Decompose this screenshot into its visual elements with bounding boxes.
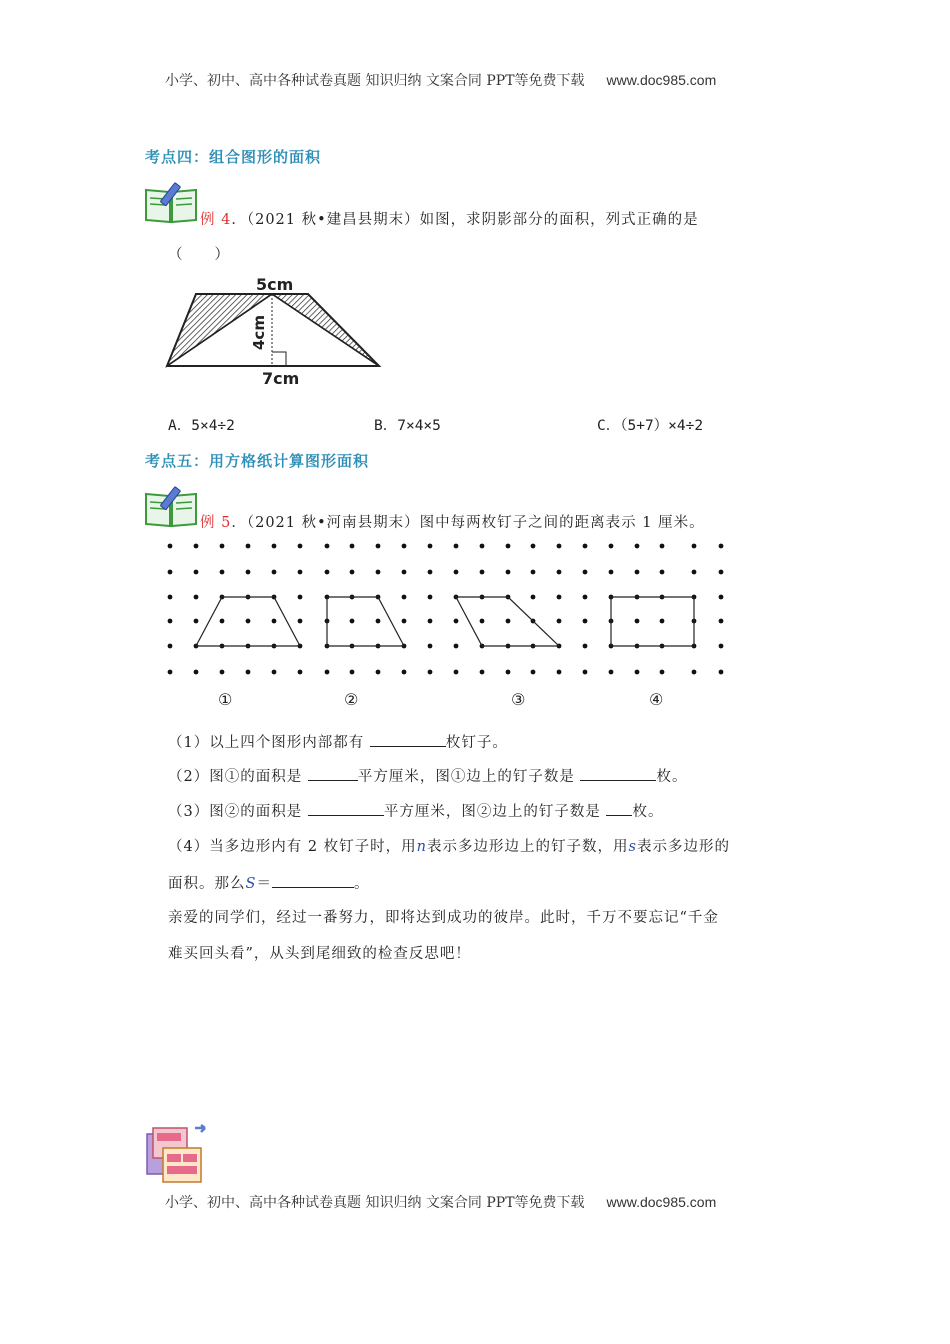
answer-blank-4[interactable] [272, 873, 354, 888]
example5-label: 例 5 [200, 515, 232, 531]
nail-dot [506, 670, 511, 675]
sub3-text-a: （3）图②的面积是 [168, 804, 303, 820]
nail-dot [557, 570, 562, 575]
nail-dot [298, 544, 303, 549]
nail-dot [194, 570, 199, 575]
nail-dot [168, 670, 173, 675]
nail-dot [692, 570, 697, 575]
variable-n: n [416, 839, 428, 855]
nail-dot [719, 544, 724, 549]
page-header [165, 70, 716, 90]
nail-dot [428, 644, 433, 649]
nail-dot [194, 670, 199, 675]
nail-dot [325, 670, 330, 675]
header-text: 小学、初中、高中各种试卷真题 知识归纳 文案合同 PPT等免费下载 [165, 73, 585, 89]
nail-board-figure [160, 535, 735, 715]
nail-dot [376, 570, 381, 575]
nail-dot [428, 670, 433, 675]
nail-dot [660, 619, 665, 624]
nail-dot [402, 670, 407, 675]
nail-dot [350, 619, 355, 624]
shape-label-1: ① [218, 690, 233, 709]
nail-dot [246, 570, 251, 575]
nail-dot [298, 570, 303, 575]
nail-dot [583, 570, 588, 575]
nail-dot [376, 544, 381, 549]
footer-text: 小学、初中、高中各种试卷真题 知识归纳 文案合同 PPT等免费下载 [165, 1195, 585, 1211]
nail-dot [272, 544, 277, 549]
nail-dot [194, 544, 199, 549]
nail-dot [220, 670, 225, 675]
section-title-4: 考点四：组合图形的面积 [145, 148, 322, 166]
nail-dot [428, 595, 433, 600]
nail-dot [557, 595, 562, 600]
variable-s: s [628, 839, 637, 855]
nail-dot [325, 544, 330, 549]
nail-dot [402, 619, 407, 624]
nail-dot [635, 544, 640, 549]
nail-dot [506, 619, 511, 624]
sub4-text-b: 表示多边形边上的钉子数，用 [427, 839, 629, 855]
bottom-base-label: 7cm [262, 369, 300, 388]
nail-dot [168, 644, 173, 649]
nail-dot [609, 570, 614, 575]
nail-dot [480, 670, 485, 675]
nail-dot [168, 570, 173, 575]
nail-dot [719, 619, 724, 624]
nail-dot [246, 670, 251, 675]
nail-dot [719, 570, 724, 575]
closing-line-2: 难买回头看”，从头到尾细致的检查反思吧！ [168, 946, 471, 962]
nail-dot [635, 670, 640, 675]
sub4-text-d: 面积。那么 [168, 876, 246, 892]
nail-dot [220, 619, 225, 624]
nail-dot [454, 644, 459, 649]
sub4-text-e: 。 [353, 876, 370, 892]
nail-dot [480, 544, 485, 549]
nail-dot [246, 544, 251, 549]
option-c[interactable]: C．（5+7）×4÷2 [597, 418, 704, 434]
nail-dot [506, 544, 511, 549]
nail-dot [531, 544, 536, 549]
answer-blank-3a[interactable] [308, 801, 384, 816]
nail-dot [246, 619, 251, 624]
sub-question-4-line1 [168, 835, 730, 856]
nail-dot [402, 544, 407, 549]
nail-dot [692, 544, 697, 549]
nail-dot [220, 544, 225, 549]
footer-url[interactable]: www.doc985.com [606, 1194, 717, 1210]
trapezoid-figure [160, 268, 390, 390]
nail-dot [350, 670, 355, 675]
nail-dot [298, 595, 303, 600]
answer-blank-3b[interactable] [606, 801, 632, 816]
nail-dot [583, 670, 588, 675]
nail-dot [272, 670, 277, 675]
nail-dot [428, 544, 433, 549]
example4-paren: （ ） [168, 247, 230, 263]
answer-blank-2a[interactable] [308, 766, 358, 781]
nail-dot [298, 670, 303, 675]
nail-dot [660, 670, 665, 675]
sub2-text-b: 平方厘米，图①边上的钉子数是 [357, 769, 575, 785]
nail-dot [168, 544, 173, 549]
example4-label: 例 4 [200, 212, 232, 228]
nail-dot [350, 570, 355, 575]
nail-dot [454, 670, 459, 675]
nail-dot [480, 619, 485, 624]
sub-question-1 [168, 731, 508, 752]
nail-dot [719, 595, 724, 600]
nail-dot [583, 544, 588, 549]
nail-dots [168, 544, 724, 675]
nail-dot [660, 570, 665, 575]
shape-4-rectangle [611, 597, 694, 646]
nail-dot [660, 544, 665, 549]
sub-question-2 [168, 765, 687, 786]
sub-question-3 [168, 800, 663, 821]
sub4-text-c: 表示多边形的 [636, 839, 730, 855]
book-pencil-icon [143, 482, 201, 528]
sub2-text-c: 枚。 [656, 769, 688, 785]
nail-dot [557, 670, 562, 675]
shape-label-4: ④ [649, 690, 664, 709]
nail-dot [350, 544, 355, 549]
nail-dot [376, 670, 381, 675]
nail-dot [220, 570, 225, 575]
nail-dot [609, 544, 614, 549]
nail-dot [402, 595, 407, 600]
right-angle-mark [272, 352, 286, 366]
sub3-text-b: 平方厘米，图②边上的钉子数是 [383, 804, 601, 820]
nail-dot [719, 670, 724, 675]
nail-dot [168, 619, 173, 624]
example5-text: ．（2021 秋•河南县期末）图中每两枚钉子之间的距离表示 1 厘米。 [231, 515, 705, 531]
nail-dot [454, 570, 459, 575]
shape-2-right-trapezoid [327, 597, 404, 646]
nail-dot [194, 619, 199, 624]
sub2-text-a: （2）图①的面积是 [168, 769, 303, 785]
page-footer [165, 1192, 716, 1212]
nail-dot [454, 619, 459, 624]
nail-dot [557, 619, 562, 624]
nail-dot [531, 595, 536, 600]
answer-blank-1[interactable] [370, 732, 446, 747]
example5-question [200, 511, 705, 532]
nail-dot [531, 670, 536, 675]
nail-dot [325, 570, 330, 575]
nail-dot [557, 544, 562, 549]
option-a[interactable]: A．5×4÷2 [168, 418, 235, 434]
nail-dot [428, 570, 433, 575]
nail-dot [428, 619, 433, 624]
shape-label-2: ② [344, 690, 359, 709]
sub4-equals: ＝ [256, 876, 272, 892]
nail-dot [168, 595, 173, 600]
example4-question [200, 208, 699, 229]
nail-dot [402, 570, 407, 575]
sub1-text-a: （1）以上四个图形内部都有 [168, 735, 365, 751]
nail-dot [272, 619, 277, 624]
height-label: 4cm [250, 315, 268, 350]
nail-dot [194, 595, 199, 600]
nail-dot [583, 619, 588, 624]
shape-label-3: ③ [511, 690, 526, 709]
variable-S: S [245, 876, 257, 892]
nail-dot [480, 570, 485, 575]
nail-dot [531, 570, 536, 575]
nail-dot [583, 595, 588, 600]
nail-dot [635, 619, 640, 624]
header-url[interactable]: www.doc985.com [606, 72, 717, 88]
sub3-text-c: 枚。 [632, 804, 664, 820]
nail-dot [298, 619, 303, 624]
nail-dot [635, 570, 640, 575]
nail-dot [272, 570, 277, 575]
document-stack-icon [145, 1124, 207, 1186]
nail-dot [719, 644, 724, 649]
answer-blank-2b[interactable] [580, 766, 656, 781]
nail-dot [454, 544, 459, 549]
nail-dot [692, 670, 697, 675]
option-b[interactable]: B．7×4×5 [374, 418, 441, 434]
nail-dot [609, 670, 614, 675]
example4-text: ．（2021 秋•建昌县期末）如图，求阴影部分的面积，列式正确的是 [231, 212, 699, 228]
sub1-text-b: 枚钉子。 [445, 735, 508, 751]
top-base-label: 5cm [256, 275, 294, 294]
book-pencil-icon [143, 178, 201, 224]
nail-dot [583, 644, 588, 649]
sub-question-4-line2 [168, 872, 369, 893]
nail-dot [376, 619, 381, 624]
section-title-5: 考点五：用方格纸计算图形面积 [145, 452, 370, 470]
sub4-text-a: （4）当多边形内有 2 枚钉子时，用 [168, 839, 417, 855]
nail-dot [506, 570, 511, 575]
closing-line-1: 亲爱的同学们，经过一番努力，即将达到成功的彼岸。此时，千万不要忘记“千金 [168, 910, 719, 926]
